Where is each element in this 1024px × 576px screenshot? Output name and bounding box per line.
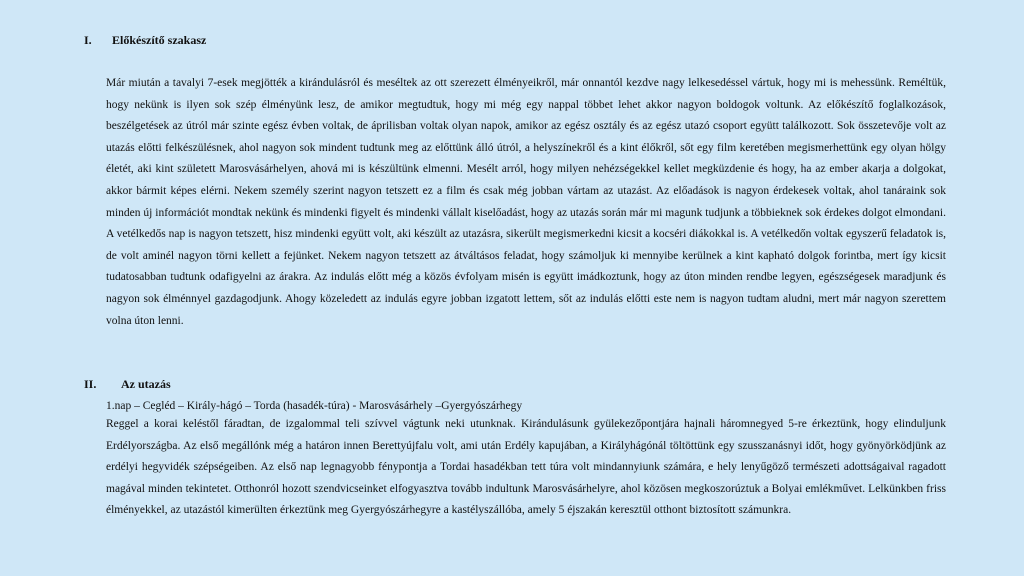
day-itinerary-line: 1.nap – Cegléd – Király-hágó – Torda (hasadék-túra) - Marosvásárhely –Gyergyószárhegy: [106, 400, 523, 412]
section-paragraph-2: Reggel a korai keléstől fáradtan, de izgalommal teli szívvel vágtunk neki utunknak. Kirándulásunk gyülekezőpontjára hajnali háromnegyed 5-re érkeztünk, hogy elinduljunk Erdélyországba. Az első megállónk még a határon innen Berettyújfalu volt, ami után Erdély kapujában, a Királyhágónál töltöttünk egy szusszanásnyi időt, hogy gyönyörködjünk az erdélyi hegyvidék szépségeiben. Az első nap legnagyobb fénypontja a Tordai hasadékban tett túra volt mindannyiunk számára, e hely lenyűgöző természeti adottságaival ragadott magával minden tekintetet. Otthonról hozott szendvicseinket elfogyasztva tovább indultunk Marosvásárhelyre, ahol közösen megkoszorúztuk a Bolyai emlékművet. Lelkünkben friss élményekkel, az utazástól kimerülten érkeztünk meg Gyergyószárhegyre a kastélyszállóba, amely 5 éjszakán keresztül otthont biztosított számunkra.: [106, 418, 946, 517]
section-title-1: Előkészítő szakasz: [112, 33, 207, 47]
section-number-1: I.: [84, 33, 92, 47]
section-number-2: II.: [84, 377, 97, 391]
section-heading-2: [84, 377, 171, 392]
section-paragraph-1: Már miután a tavalyi 7-esek megjötték a kirándulásról és meséltek az ott szerezett élményeikről, már onnantól kezdve nagy lelkesedéssel vártuk, hogy mi is mehessünk. Reméltük, hogy nekünk is ilyen sok szép élményünk lesz, de amikor megtudtuk, hogy mi még egy nappal többet lehet akkor nagyon boldogok voltunk. Az előkészítő foglalkozások, beszélgetések az útról már szinte egész évben voltak, de áprilisban voltak olyan napok, amikor az egész osztály és az egész utazó csoport együtt találkozott. Sok összetevője volt az utazás előtti felkészülésnek, ahol nagyon sok mindent tudtunk meg az előttünk álló útról, a helyszínekről és a kint élőkről, sőt egy film keretében megismerhettünk egy olyan hölgy életét, aki kint született Marosvásárhelyen, ahová mi is készültünk elmenni. Mesélt arról, hogy milyen nehézségekkel kellet megküzdenie és hogy, ha az ember akarja a dolgokat, akkor bármit képes elérni. Nekem személy szerint nagyon tetszett ez a film és csak még jobban vártam az utazást. Az előadások is nagyon érdekesek voltak, ahol tanáraink sok minden új információt mondtak nekünk és mindenki figyelt és mindenki vállalt kiselőadást, hogy az utazás során már mi magunk tudjunk a többieknek sok érdekes dolgot elmondani. A vetélkedős nap is nagyon tetszett, hisz mindenki együtt volt, aki készült az utazásra, sikerült megismerkedni kicsit a kocséri diákokkal is. A vetélkedőn voltak egyszerű feladatok is, de volt aminél nagyon törni kellett a fejünket. Nekem nagyon tetszett az átváltásos feladat, hogy számoljuk ki mennyibe kerülnek a kint kapható dolgok forintba, mert így kicsit tudatosabban tudtunk odafigyelni az árakra. Az indulás előtt még a közös évfolyam misén is együtt imádkoztunk, hogy az úton minden rendbe legyen, egészségesek maradjunk és nagyon sok élménnyel gazdagodjunk. Ahogy közeledett az indulás egyre jobban izgatott lettem, sőt az indulás előtti este nem is nagyon tudtam aludni, mert már nagyon szerettem volna úton lenni.: [106, 77, 946, 327]
section-title-2: Az utazás: [121, 377, 171, 391]
section-heading-1: [84, 33, 206, 48]
